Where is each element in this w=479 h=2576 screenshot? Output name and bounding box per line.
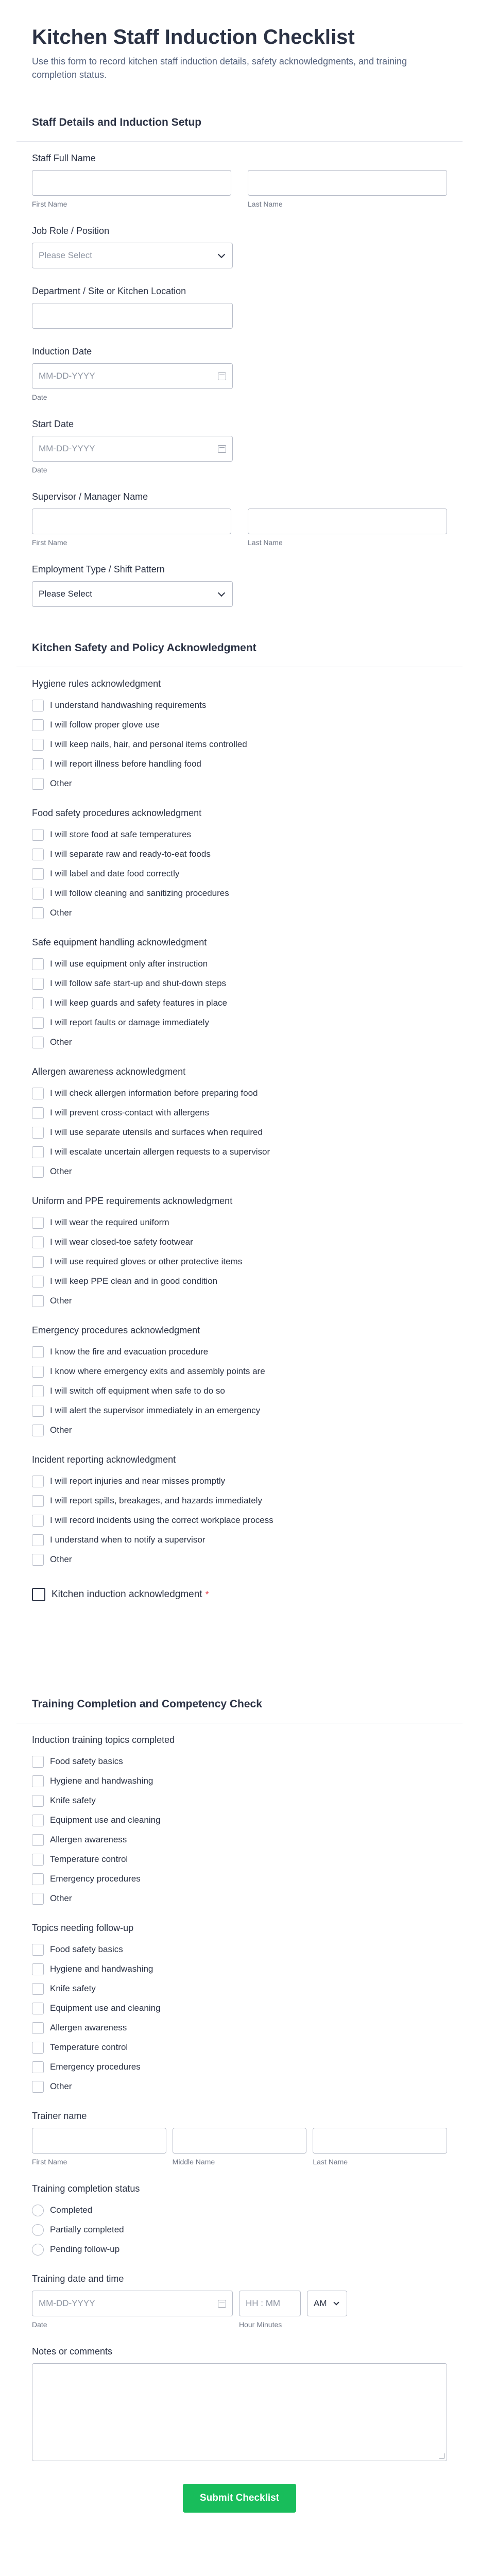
checkbox[interactable] xyxy=(32,2081,44,2093)
option-label: Allergen awareness xyxy=(50,2023,127,2033)
section-title: Training Completion and Competency Check xyxy=(16,1684,463,1723)
option-checkbox-row[interactable] xyxy=(32,696,447,715)
group-label: Hygiene rules acknowledgment xyxy=(32,679,161,689)
option-checkbox-row[interactable] xyxy=(32,1771,447,1791)
field-label: Staff Full Name xyxy=(32,153,96,164)
option-label: I will follow safe start-up and shut-down steps xyxy=(50,978,227,989)
checkbox[interactable] xyxy=(32,1037,44,1048)
option-checkbox-row[interactable] xyxy=(32,2018,447,2038)
supervisor-field xyxy=(16,480,463,553)
option-checkbox-row[interactable] xyxy=(32,1830,447,1850)
checkbox[interactable] xyxy=(32,2042,44,2054)
option-label: Food safety basics xyxy=(50,1756,123,1767)
option-label: I will use separate utensils and surfaces when required xyxy=(50,1127,263,1138)
option-label: Completed xyxy=(50,2205,93,2215)
induction-date-input[interactable] xyxy=(32,363,233,389)
induction-date-field xyxy=(16,335,463,408)
option-checkbox-row[interactable] xyxy=(32,2077,447,2096)
checkbox[interactable] xyxy=(32,1756,44,1768)
option-checkbox-row[interactable] xyxy=(32,864,447,884)
trainer-name-field xyxy=(16,2099,463,2172)
checkbox[interactable] xyxy=(32,2022,44,2034)
group-label: Topics needing follow-up xyxy=(32,1923,134,1934)
option-label: I will report injuries and near misses promptly xyxy=(50,1476,226,1486)
option-checkbox-row[interactable] xyxy=(32,1959,447,1979)
option-radio-row[interactable] xyxy=(32,2200,447,2220)
option-checkbox-row[interactable] xyxy=(32,1550,447,1569)
group-label: Induction training topics completed xyxy=(32,1735,175,1745)
checkbox[interactable] xyxy=(32,829,44,841)
group-label: Allergen awareness acknowledgment xyxy=(32,1066,186,1077)
option-checkbox-row[interactable] xyxy=(32,903,447,923)
date-placeholder: MM-DD-YYYY xyxy=(39,371,95,381)
option-label: I will report spills, breakages, and hazards immediately xyxy=(50,1496,262,1506)
submit-button[interactable]: Submit Checklist xyxy=(183,2484,296,2513)
training-datetime-field xyxy=(16,2262,463,2335)
option-checkbox-row[interactable] xyxy=(32,1252,447,1272)
job-role-select[interactable] xyxy=(32,243,233,268)
option-radio-row[interactable] xyxy=(32,2240,447,2259)
option-checkbox-row[interactable] xyxy=(32,1940,447,1959)
option-checkbox-row[interactable] xyxy=(32,1362,447,1381)
checkbox[interactable] xyxy=(32,1256,44,1268)
notes-textarea[interactable] xyxy=(32,2363,447,2461)
option-label: Equipment use and cleaning xyxy=(50,1815,161,1825)
section-staff-details xyxy=(16,102,463,628)
option-label: I will store food at safe temperatures xyxy=(50,829,192,840)
option-checkbox-row[interactable] xyxy=(32,1889,447,1908)
training-status-group xyxy=(16,2172,463,2262)
checkbox[interactable] xyxy=(32,1515,44,1527)
field-label: Supervisor / Manager Name xyxy=(32,492,148,502)
option-checkbox-row[interactable] xyxy=(32,1530,447,1550)
checkbox[interactable] xyxy=(32,1425,44,1436)
option-label: I understand handwashing requirements xyxy=(50,700,207,710)
sublabel: Middle Name xyxy=(172,2158,215,2166)
option-checkbox-row[interactable] xyxy=(32,2057,447,2077)
option-label: Emergency procedures xyxy=(50,1874,141,1884)
resize-handle-icon[interactable] xyxy=(439,2453,444,2459)
notes-field xyxy=(16,2335,463,2467)
option-label: I understand when to notify a supervisor xyxy=(50,1535,206,1545)
field-label: Start Date xyxy=(32,419,74,430)
option-label: I will switch off equipment when safe to do so xyxy=(50,1386,225,1396)
group-label: Emergency procedures acknowledgment xyxy=(32,1325,200,1336)
checkbox[interactable] xyxy=(32,1166,44,1178)
sublabel: Last Name xyxy=(248,538,283,547)
option-checkbox-row[interactable] xyxy=(32,1511,447,1530)
option-label: Other xyxy=(50,1893,72,1904)
option-checkbox-row[interactable] xyxy=(32,1232,447,1252)
field-label: Department / Site or Kitchen Location xyxy=(32,286,186,297)
option-label: Emergency procedures xyxy=(50,2062,141,2072)
option-label: I will follow cleaning and sanitizing procedures xyxy=(50,888,229,899)
supervisor-last-name-input[interactable] xyxy=(248,509,447,534)
checkbox[interactable] xyxy=(32,1405,44,1417)
option-label: Knife safety xyxy=(50,1984,96,1994)
option-label: Other xyxy=(50,1296,72,1306)
option-label: I know where emergency exits and assembly points are xyxy=(50,1366,265,1377)
option-label: I will separate raw and ready-to-eat foods xyxy=(50,849,211,859)
checkbox[interactable] xyxy=(32,1534,44,1546)
option-label: I will use equipment only after instruction xyxy=(50,959,208,969)
field-label: Job Role / Position xyxy=(32,226,110,236)
staff-last-name-input[interactable] xyxy=(248,170,447,196)
option-label: Other xyxy=(50,1166,72,1177)
option-label: I will report illness before handling food xyxy=(50,759,201,769)
form-subtitle: Use this form to record kitchen staff induction details, safety acknowledgments, and training completion status. xyxy=(32,56,407,80)
option-label: Food safety basics xyxy=(50,1944,123,1955)
sublabel: Date xyxy=(32,2320,47,2329)
ack-label: Kitchen induction acknowledgment xyxy=(52,1589,202,1600)
checkbox[interactable] xyxy=(32,1873,44,1885)
option-label: Temperature control xyxy=(50,1854,128,1865)
option-label: I will keep guards and safety features in place xyxy=(50,998,227,1008)
field-label: Employment Type / Shift Pattern xyxy=(32,564,165,575)
option-label: I will record incidents using the correct workplace process xyxy=(50,1515,273,1526)
required-mark: * xyxy=(205,1589,209,1600)
checkbox[interactable] xyxy=(32,1236,44,1248)
supervisor-first-name-input[interactable] xyxy=(32,509,231,534)
checkbox[interactable] xyxy=(32,1346,44,1358)
option-label: I know the fire and evacuation procedure xyxy=(50,1347,209,1357)
option-label: I will keep nails, hair, and personal items controlled xyxy=(50,739,247,750)
option-label: Knife safety xyxy=(50,1795,96,1806)
group-label: Food safety procedures acknowledgment xyxy=(32,808,202,819)
option-checkbox-row[interactable] xyxy=(32,774,447,793)
checkbox[interactable] xyxy=(32,2061,44,2073)
ack-group xyxy=(16,1055,463,1184)
option-checkbox-row[interactable] xyxy=(32,1032,447,1052)
section-spacer xyxy=(0,1622,479,1684)
trainer-last-name-input[interactable] xyxy=(313,2128,447,2154)
option-checkbox-row[interactable] xyxy=(32,1083,447,1103)
field-label: Training date and time xyxy=(32,2274,124,2284)
checkbox[interactable] xyxy=(32,1366,44,1378)
checkbox[interactable] xyxy=(32,700,44,711)
option-checkbox-row[interactable] xyxy=(32,715,447,735)
ack-group xyxy=(16,667,463,796)
checkbox[interactable] xyxy=(32,1295,44,1307)
group-label: Training completion status xyxy=(32,2183,140,2194)
option-label: I will check allergen information before preparing food xyxy=(50,1088,258,1098)
checkbox[interactable] xyxy=(32,1893,44,1905)
option-checkbox-row[interactable] xyxy=(32,1381,447,1401)
checkbox[interactable] xyxy=(32,1107,44,1119)
calendar-icon[interactable] xyxy=(218,372,226,380)
option-checkbox-row[interactable] xyxy=(32,1162,447,1181)
ack-group xyxy=(16,796,463,926)
checkbox[interactable] xyxy=(32,1795,44,1807)
checkbox[interactable] xyxy=(32,1017,44,1029)
form-title: Kitchen Staff Induction Checklist xyxy=(32,26,355,48)
option-label: I will wear closed-toe safety footwear xyxy=(50,1237,193,1247)
option-checkbox-row[interactable] xyxy=(32,884,447,903)
section-title: Staff Details and Induction Setup xyxy=(16,102,463,142)
sublabel: First Name xyxy=(32,538,67,547)
start-date-field xyxy=(16,408,463,480)
option-label: Other xyxy=(50,908,72,918)
staff-first-name-input[interactable] xyxy=(32,170,231,196)
checkbox[interactable] xyxy=(32,2003,44,2014)
checkbox[interactable] xyxy=(32,978,44,990)
sublabel: Hour Minutes xyxy=(239,2320,282,2329)
group-label: Safe equipment handling acknowledgment xyxy=(32,937,207,948)
option-checkbox-row[interactable] xyxy=(32,1103,447,1123)
option-label: I will label and date food correctly xyxy=(50,869,180,879)
checkbox[interactable] xyxy=(32,1088,44,1099)
checkbox[interactable] xyxy=(32,868,44,880)
checkbox[interactable] xyxy=(32,719,44,731)
section-safety-acknowledgment xyxy=(16,628,463,1622)
checkbox[interactable] xyxy=(32,1983,44,1995)
training-time-input[interactable] xyxy=(239,2291,301,2316)
select-value: Please Select xyxy=(39,589,92,599)
checkbox[interactable] xyxy=(32,1854,44,1866)
option-checkbox-row[interactable] xyxy=(32,1850,447,1869)
ack-group xyxy=(16,1314,463,1443)
staff-full-name-field xyxy=(16,142,463,214)
option-label: Other xyxy=(50,2081,72,2092)
option-label: I will use required gloves or other protective items xyxy=(50,1257,243,1267)
option-checkbox-row[interactable] xyxy=(32,974,447,993)
option-checkbox-row[interactable] xyxy=(32,1752,447,1771)
option-checkbox-row[interactable] xyxy=(32,735,447,754)
option-checkbox-row[interactable] xyxy=(32,993,447,1013)
training-date-input[interactable] xyxy=(32,2291,233,2316)
checkbox[interactable] xyxy=(32,907,44,919)
option-checkbox-row[interactable] xyxy=(32,2038,447,2057)
acknowledgment-groups xyxy=(16,667,463,1572)
radio-button[interactable] xyxy=(32,2205,44,2216)
field-label: Notes or comments xyxy=(32,2346,113,2357)
checkbox[interactable] xyxy=(32,1775,44,1787)
option-checkbox-row[interactable] xyxy=(32,825,447,844)
option-checkbox-row[interactable] xyxy=(32,954,447,974)
radio-button[interactable] xyxy=(32,2224,44,2236)
section-training-completion xyxy=(16,1684,463,2467)
option-label: I will prevent cross-contact with allergens xyxy=(50,1108,209,1118)
ack-checkbox[interactable] xyxy=(32,1588,45,1601)
option-label: Temperature control xyxy=(50,2042,128,2053)
option-checkbox-row[interactable] xyxy=(32,1810,447,1830)
option-radio-row[interactable] xyxy=(32,2220,447,2240)
option-label: Other xyxy=(50,1037,72,1047)
option-checkbox-row[interactable] xyxy=(32,1491,447,1511)
trainer-middle-name-input[interactable] xyxy=(173,2128,307,2154)
checkbox[interactable] xyxy=(32,758,44,770)
option-label: I will follow proper glove use xyxy=(50,720,160,730)
checkbox[interactable] xyxy=(32,1217,44,1229)
checkbox[interactable] xyxy=(32,997,44,1009)
section-title: Kitchen Safety and Policy Acknowledgment xyxy=(16,628,463,667)
option-label: Other xyxy=(50,1554,72,1565)
option-label: Other xyxy=(50,778,72,789)
checkbox[interactable] xyxy=(32,1476,44,1487)
option-checkbox-row[interactable] xyxy=(32,1213,447,1232)
employment-type-field xyxy=(16,553,463,628)
job-role-field xyxy=(16,214,463,275)
checkbox[interactable] xyxy=(32,958,44,970)
checkbox[interactable] xyxy=(32,1834,44,1846)
field-label: Induction Date xyxy=(32,346,92,357)
option-checkbox-row[interactable] xyxy=(32,1342,447,1362)
option-label: I will keep PPE clean and in good condition xyxy=(50,1276,218,1286)
option-checkbox-row[interactable] xyxy=(32,1013,447,1032)
department-field xyxy=(16,275,463,335)
option-checkbox-row[interactable] xyxy=(32,754,447,774)
ack-group xyxy=(16,1184,463,1314)
date-placeholder: MM-DD-YYYY xyxy=(39,2298,95,2309)
field-label: Trainer name xyxy=(32,2111,87,2122)
option-label: Hygiene and handwashing xyxy=(50,1776,153,1786)
option-checkbox-row[interactable] xyxy=(32,1123,447,1142)
sublabel: First Name xyxy=(32,2158,67,2166)
option-label: I will escalate uncertain allergen requests to a supervisor xyxy=(50,1147,270,1157)
option-checkbox-row[interactable] xyxy=(32,1272,447,1291)
option-checkbox-row[interactable] xyxy=(32,1979,447,1998)
option-label: Pending follow-up xyxy=(50,2244,120,2255)
option-label: Equipment use and cleaning xyxy=(50,2003,161,2013)
kitchen-induction-ack-field[interactable] xyxy=(16,1572,463,1622)
option-checkbox-row[interactable] xyxy=(32,1291,447,1311)
option-checkbox-row[interactable] xyxy=(32,1142,447,1162)
checkbox[interactable] xyxy=(32,1127,44,1139)
option-label: Other xyxy=(50,1425,72,1435)
submit-area xyxy=(0,2467,479,2529)
calendar-icon[interactable] xyxy=(218,445,226,453)
option-label: I will report faults or damage immediately xyxy=(50,1018,209,1028)
option-checkbox-row[interactable] xyxy=(32,1998,447,2018)
option-checkbox-row[interactable] xyxy=(32,1869,447,1889)
department-input[interactable] xyxy=(32,303,233,329)
option-label: I will alert the supervisor immediately in an emergency xyxy=(50,1405,261,1416)
calendar-icon[interactable] xyxy=(218,2300,226,2308)
checkbox[interactable] xyxy=(32,888,44,900)
radio-button[interactable] xyxy=(32,2244,44,2256)
date-placeholder: MM-DD-YYYY xyxy=(39,444,95,454)
start-date-input[interactable] xyxy=(32,436,233,462)
option-label: Partially completed xyxy=(50,2225,124,2235)
option-checkbox-row[interactable] xyxy=(32,1471,447,1491)
checkbox[interactable] xyxy=(32,1385,44,1397)
chevron-down-icon xyxy=(218,251,225,258)
checkbox[interactable] xyxy=(32,778,44,790)
option-checkbox-row[interactable] xyxy=(32,1420,447,1440)
sublabel: Last Name xyxy=(248,200,283,209)
sublabel: Date xyxy=(32,393,47,402)
option-label: Hygiene and handwashing xyxy=(50,1964,153,1974)
option-label: I will wear the required uniform xyxy=(50,1217,169,1228)
chevron-down-icon xyxy=(333,2300,339,2306)
select-placeholder: Please Select xyxy=(39,250,92,261)
ampm-value: AM xyxy=(314,2298,327,2309)
checkbox[interactable] xyxy=(32,1276,44,1287)
checkbox[interactable] xyxy=(32,1815,44,1826)
checkbox[interactable] xyxy=(32,849,44,860)
sublabel: First Name xyxy=(32,200,67,209)
sublabel: Last Name xyxy=(313,2158,348,2166)
checkbox[interactable] xyxy=(32,1963,44,1975)
option-checkbox-row[interactable] xyxy=(32,844,447,864)
ack-group xyxy=(16,1443,463,1572)
checkbox[interactable] xyxy=(32,1554,44,1566)
checkbox[interactable] xyxy=(32,739,44,751)
ack-group xyxy=(16,926,463,1055)
form-header xyxy=(0,0,479,102)
option-checkbox-row[interactable] xyxy=(32,1401,447,1420)
employment-type-select[interactable] xyxy=(32,581,233,607)
checkbox[interactable] xyxy=(32,1944,44,1956)
group-label: Uniform and PPE requirements acknowledgment xyxy=(32,1196,233,1207)
sublabel: Date xyxy=(32,466,47,474)
trainer-first-name-input[interactable] xyxy=(32,2128,166,2154)
chevron-down-icon xyxy=(218,589,225,597)
topics-followup-group xyxy=(16,1911,463,2099)
checkbox[interactable] xyxy=(32,1146,44,1158)
topics-completed-group xyxy=(16,1723,463,1911)
group-label: Incident reporting acknowledgment xyxy=(32,1454,176,1465)
option-label: Allergen awareness xyxy=(50,1835,127,1845)
time-placeholder: HH : MM xyxy=(246,2298,281,2309)
ampm-select[interactable] xyxy=(307,2291,347,2316)
checkbox[interactable] xyxy=(32,1495,44,1507)
option-checkbox-row[interactable] xyxy=(32,1791,447,1810)
